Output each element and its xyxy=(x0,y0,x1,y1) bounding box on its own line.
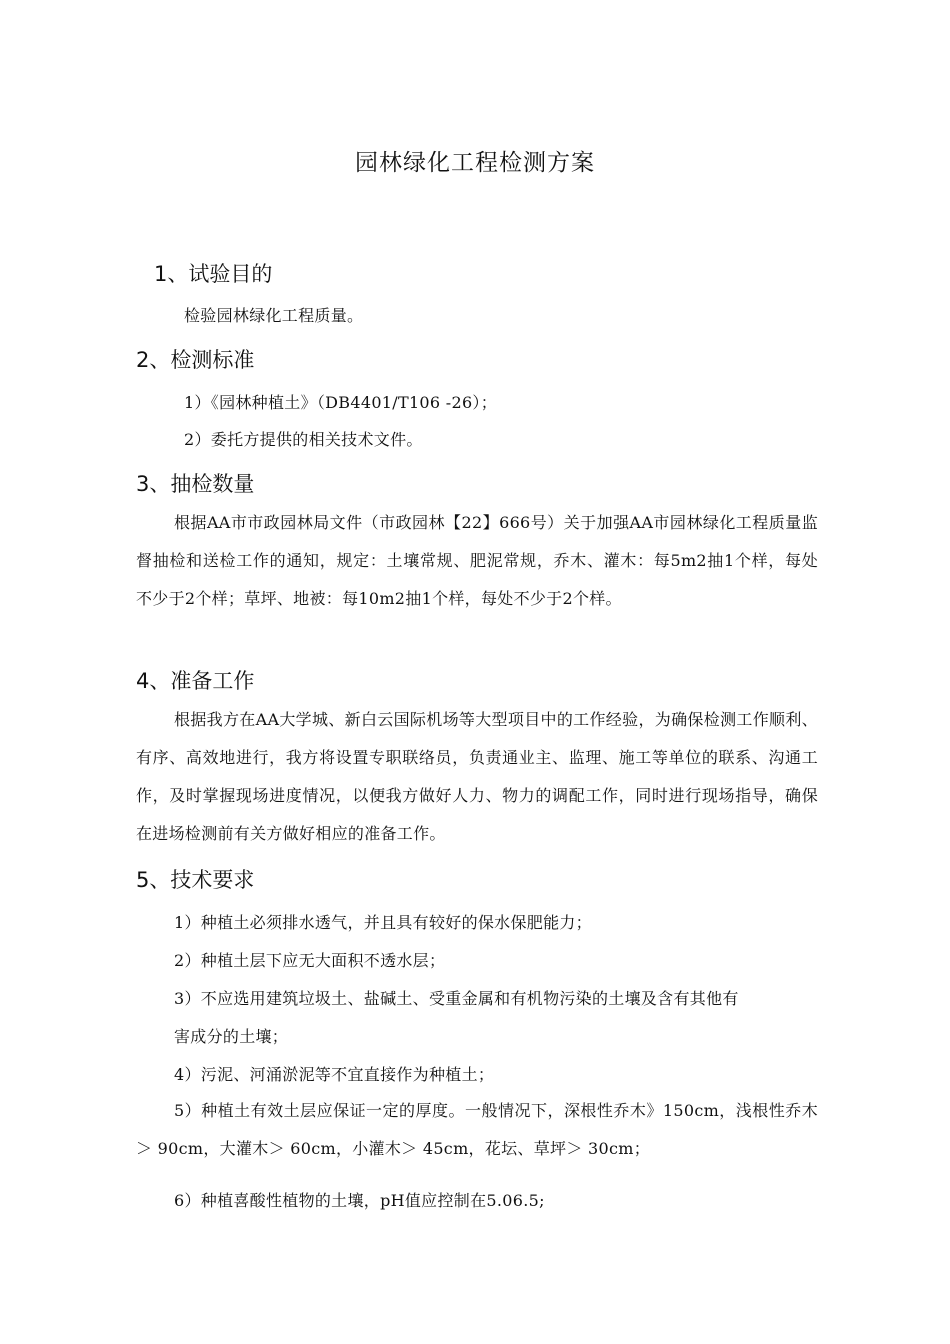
requirement-item-3: 3）不应选用建筑垃圾土、盐碱土、受重金属和有机物污染的土壤及含有其他有 xyxy=(174,989,739,1008)
preparation-paragraph: 根据我方在AA大学城、新白云国际机场等大型项目中的工作经验，为确保检测工作顺利、有序、高效地进行，我方将设置专职联络员，负责通业主、监理、施工等单位的联系、沟通工作，及时掌握现场进度情况，以便我方做好人力、物力的调配工作，同时进行现场指导，确保在进场检测前有关方做好相应的准备工作。 xyxy=(136,710,818,843)
requirement-item-2: 2）种植土层下应无大面积不透水层； xyxy=(174,951,446,970)
requirement-item-3-cont: 害成分的土壤； xyxy=(174,1027,289,1046)
requirement-item-4: 4）污泥、河涌淤泥等不宜直接作为种植土； xyxy=(174,1065,495,1084)
section-heading-5: 5、技术要求 xyxy=(136,868,255,892)
sampling-quantity-paragraph: 根据AA市市政园林局文件（市政园林【22】666号）关于加强AA市园林绿化工程质量监督抽检和送检工作的通知，规定：土壤常规、肥泥常规，乔木、灌木：每5m2抽1个样，每处不少于2个样；草坪、地被：每10m2抽1个样，每处不少于2个样。 xyxy=(136,513,818,608)
requirement-item-6: 6）种植喜酸性植物的土壤，pH值应控制在5.06.5; xyxy=(174,1191,545,1210)
requirement-item-1: 1）种植土必须排水透气，并且具有较好的保水保肥能力； xyxy=(174,913,592,932)
section-heading-4: 4、准备工作 xyxy=(136,669,255,693)
requirement-item-5: 5）种植土有效土层应保证一定的厚度。一般情况下，深根性乔木》150cm，浅根性乔木＞ 90cm，大灌木＞ 60cm，小灌木＞ 45cm，花坛、草坪＞ 30cm； xyxy=(136,1101,818,1158)
document-title: 园林绿化工程检测方案 xyxy=(355,150,595,176)
standard-item-1: 1）《园林种植土》（DB4401/T106 -26）； xyxy=(184,393,498,412)
section-1-text: 检验园林绿化工程质量。 xyxy=(184,306,364,325)
section-heading-1: 1、试验目的 xyxy=(154,262,273,286)
section-heading-3: 3、抽检数量 xyxy=(136,472,255,496)
section-heading-2: 2、检测标准 xyxy=(136,348,255,372)
standard-item-2: 2）委托方提供的相关技术文件。 xyxy=(184,430,423,449)
